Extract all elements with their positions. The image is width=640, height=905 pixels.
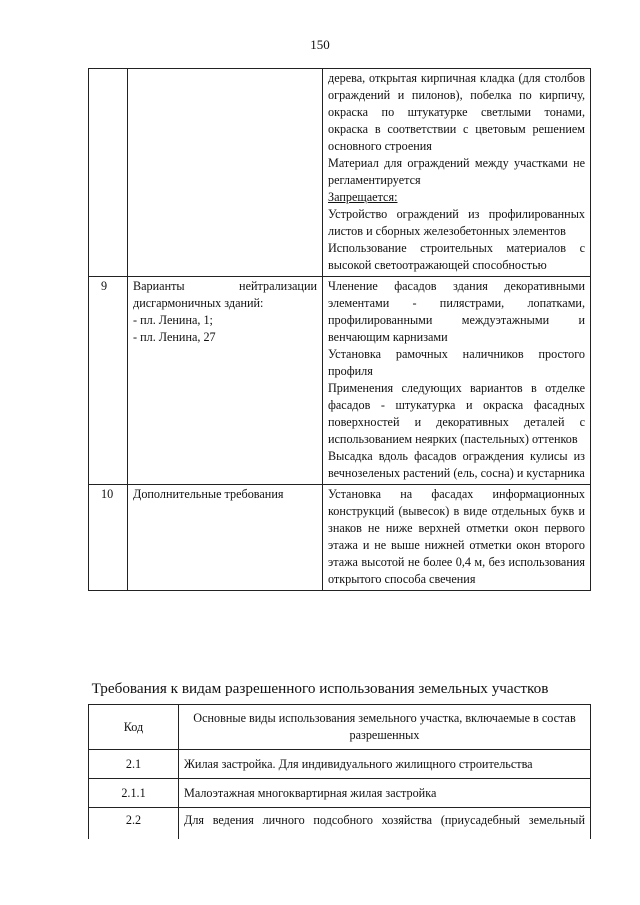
requirement-paragraph: Использование строительных материалов с высокой светоотражающей способностью bbox=[328, 241, 585, 272]
requirement-paragraph: Устройство ограждений из профилированных листов и сборных железобетонных элементов bbox=[328, 207, 585, 238]
use-code: 2.1.1 bbox=[89, 779, 179, 808]
row-number: 10 bbox=[89, 485, 128, 591]
row-requirements bbox=[323, 69, 591, 277]
prohibited-heading: Запрещается: bbox=[328, 190, 398, 204]
row-requirements bbox=[323, 485, 591, 591]
row-name-line: Варианты нейтрализации дисгармоничных зданий: bbox=[133, 279, 317, 310]
requirement-paragraph: дерева, открытая кирпичная кладка (для столбов ограждений и пилонов), побелка по кирпичу, окраска по штукатурке светлыми тонами, окраска в соответствии с цветовым решением основного строения bbox=[328, 71, 585, 153]
table-row bbox=[89, 750, 591, 779]
row-name bbox=[128, 277, 323, 485]
use-description: Малоэтажная многоквартирная жилая застройка bbox=[179, 779, 591, 808]
column-header-description: Основные виды использования земельного участка, включаемые в состав разрешенных bbox=[179, 705, 591, 750]
table-row bbox=[89, 69, 591, 277]
table-row bbox=[89, 808, 591, 840]
use-code: 2.1 bbox=[89, 750, 179, 779]
requirement-paragraph: Установка рамочных наличников простого профиля bbox=[328, 347, 585, 378]
row-number: 9 bbox=[89, 277, 128, 485]
table-row bbox=[89, 277, 591, 485]
requirement-paragraph: Применения следующих вариантов в отделке фасадов - штукатурка и окраска фасадных поверхностей и декоративных деталей с использованием неярких (пастельных) оттенков bbox=[328, 381, 585, 446]
section-title: Требования к видам разрешенного использования земельных участков bbox=[91, 680, 549, 697]
page-number: 150 bbox=[310, 37, 330, 52]
row-requirements bbox=[323, 277, 591, 485]
use-description: Для ведения личного подсобного хозяйства (приусадебный земельный bbox=[179, 808, 591, 840]
row-name-line: - пл. Ленина, 1; bbox=[133, 313, 213, 327]
table-header-row bbox=[89, 705, 591, 750]
requirement-paragraph: Высадка вдоль фасадов ограждения кулисы из вечнозеленых растений (ель, сосна) и кустарника bbox=[328, 449, 585, 480]
use-description: Жилая застройка. Для индивидуального жилищного строительства bbox=[179, 750, 591, 779]
row-name-line: - пл. Ленина, 27 bbox=[133, 330, 216, 344]
permitted-uses-table bbox=[88, 704, 591, 839]
row-number bbox=[89, 69, 128, 277]
table-row bbox=[89, 485, 591, 591]
table-row bbox=[89, 779, 591, 808]
requirement-paragraph: Членение фасадов здания декоративными элементами - пилястрами, лопатками, профилированными междуэтажными и венчающим карнизами bbox=[328, 279, 585, 344]
column-header-code: Код bbox=[89, 705, 179, 750]
use-code: 2.2 bbox=[89, 808, 179, 840]
requirement-paragraph: Установка на фасадах информационных конструкций (вывесок) в виде отдельных букв и знаков не ниже верхней отметки окон первого этажа и не выше нижней отметки окон второго этажа высотой не более 0,4 м, без использования открытого способа свечения bbox=[328, 487, 585, 586]
row-name: Дополнительные требования bbox=[128, 485, 323, 591]
row-name bbox=[128, 69, 323, 277]
regulation-table bbox=[88, 68, 591, 591]
requirement-paragraph: Материал для ограждений между участками не регламентируется bbox=[328, 156, 585, 187]
